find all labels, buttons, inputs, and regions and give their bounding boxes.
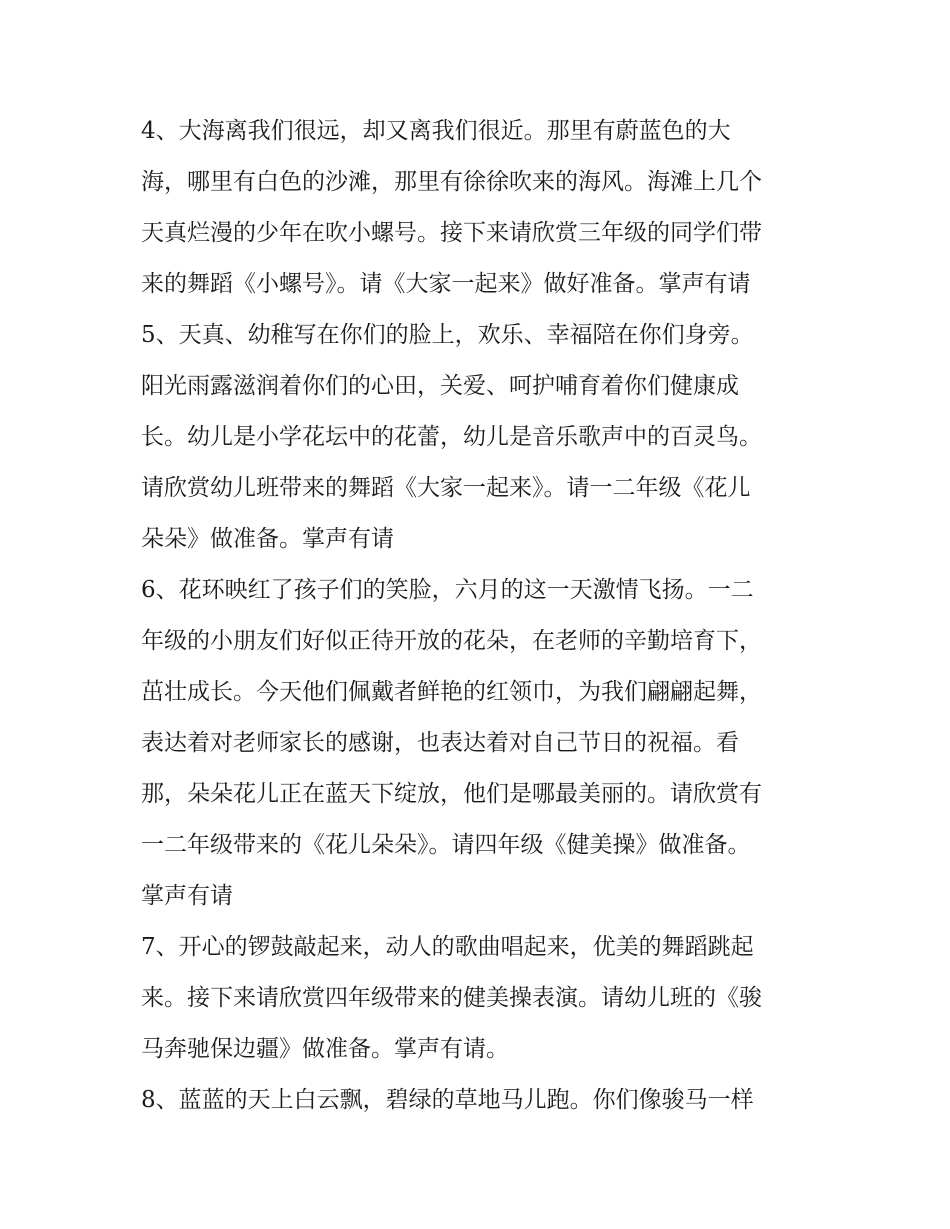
text-line: 长。幼儿是小学花坛中的花蕾，幼儿是音乐歌声中的百灵鸟。	[141, 424, 762, 450]
text-line: 表达着对老师家长的感谢，也表达着对自己节日的祝福。看	[141, 730, 739, 756]
text-line: 请欣赏幼儿班带来的舞蹈《大家一起来》。请一二年级《花儿	[141, 475, 751, 501]
document-body	[141, 108, 821, 1128]
text-line: 掌声有请	[141, 883, 233, 909]
text-line: 7、开心的锣鼓敲起来，动人的歌曲唱起来，优美的舞蹈跳起	[141, 934, 754, 960]
text-line: 来。接下来请欣赏四年级带来的健美操表演。请幼儿班的《骏	[141, 985, 762, 1011]
text-line: 天真烂漫的少年在吹小螺号。接下来请欣赏三年级的同学们带	[141, 220, 762, 246]
text-line: 那，朵朵花儿正在蓝天下绽放，他们是哪最美丽的。请欣赏有	[141, 781, 762, 807]
text-line: 4、大海离我们很远，却又离我们很近。那里有蔚蓝色的大	[141, 118, 731, 144]
text-line: 马奔驰保边疆》做准备。掌声有请。	[141, 1036, 509, 1062]
text-line: 8、蓝蓝的天上白云飘，碧绿的草地马儿跑。你们像骏马一样	[141, 1087, 754, 1113]
text-line: 海，哪里有白色的沙滩，那里有徐徐吹来的海风。海滩上几个	[141, 169, 762, 195]
text-line: 6、花环映红了孩子们的笑脸，六月的这一天激情飞扬。一二	[141, 577, 754, 603]
text-line: 朵朵》做准备。掌声有请	[141, 526, 394, 552]
text-line: 茁壮成长。今天他们佩戴者鲜艳的红领巾，为我们翩翩起舞，	[141, 679, 762, 705]
text-line: 阳光雨露滋润着你们的心田，关爱、呵护哺育着你们健康成	[141, 373, 739, 399]
text-line: 5、天真、幼稚写在你们的脸上，欢乐、幸福陪在你们身旁。	[141, 322, 754, 348]
text-line: 来的舞蹈《小螺号》。请《大家一起来》做好准备。掌声有请	[141, 271, 751, 297]
text-line: 一二年级带来的《花儿朵朵》。请四年级《健美操》做准备。	[141, 832, 751, 858]
text-line: 年级的小朋友们好似正待开放的花朵，在老师的辛勤培育下，	[141, 628, 762, 654]
